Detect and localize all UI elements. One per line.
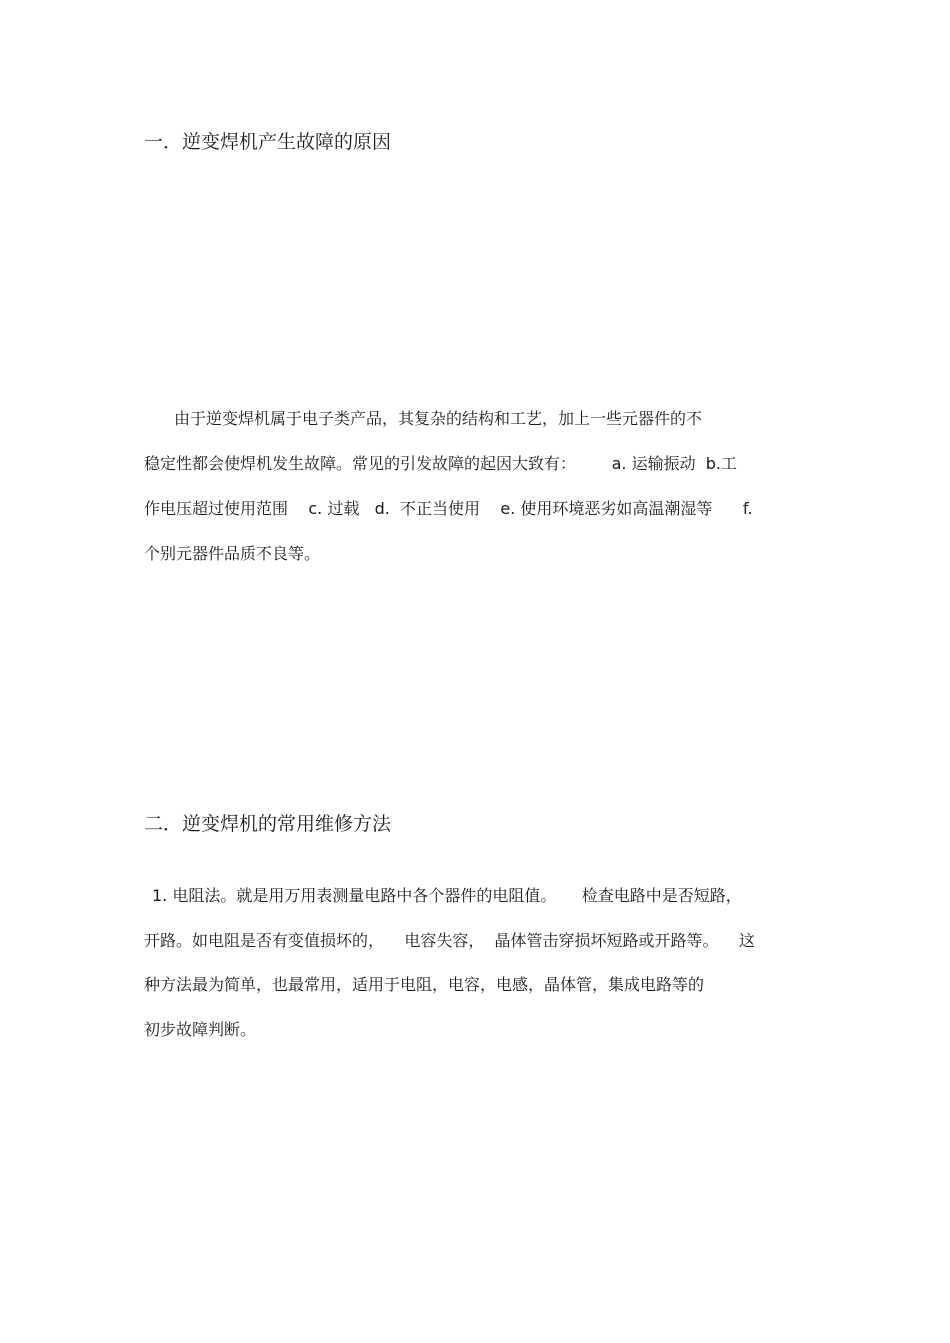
section2-line-3: 种方法最为简单，也最常用，适用于电阻，电容，电感，晶体管，集成电路等的 [144, 975, 705, 994]
section2-line-4: 初步故障判断。 [144, 1020, 257, 1039]
section1-line-4: 个别元器件品质不良等。 [144, 544, 321, 563]
section1-heading: 一．逆变焊机产生故障的原因 [144, 131, 392, 153]
section2-heading: 二．逆变焊机的常用维修方法 [144, 813, 392, 835]
section1-line-2: 稳定性都会使焊机发生故障。常见的引发故障的起因大致有： a. 运输振动 b.工 [144, 454, 737, 473]
section2-line-1: 1. 电阻法。就是用万用表测量电路中各个器件的电阻值。 检查电路中是否短路， [152, 886, 742, 905]
section1-line-1: 由于逆变焊机属于电子类产品，其复杂的结构和工艺，加上一些元器件的不 [174, 409, 703, 428]
section1-line-3: 作电压超过使用范围 c. 过载 d. 不正当使用 e. 使用环境恶劣如高温潮湿等 f. [144, 499, 753, 518]
section2-line-2: 开路。如电阻是否有变值损坏的， 电容失容， 晶体管击穿损坏短路或开路等。 这 [144, 931, 755, 950]
